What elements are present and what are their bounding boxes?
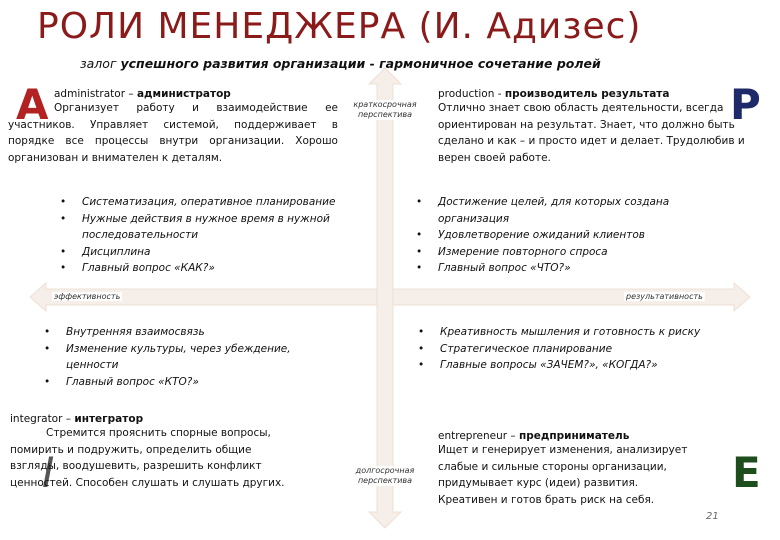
administrator-bullets xyxy=(54,194,372,277)
integrator-description xyxy=(10,425,340,491)
entrepreneur-description-line: Креативен и готов брать риск на себя. xyxy=(438,493,655,506)
integrator-term: integrator – xyxy=(10,413,72,425)
list-item: • Достижение целей, для которых создана организация xyxy=(410,194,720,227)
producer-block xyxy=(438,88,758,166)
list-item: • Креативность мышления и готовность к риску xyxy=(412,324,722,341)
list-item: • Удовлетворение ожиданий клиентов xyxy=(410,227,720,244)
subtitle-emphasis: успешного развития организации - гармоничное сочетание ролей xyxy=(120,56,601,71)
list-item: • Внутренняя взаимосвязь xyxy=(38,324,328,341)
letter-e: E xyxy=(732,448,761,497)
entrepreneur-description-line: слабые и сильные стороны организации, xyxy=(438,460,667,473)
producer-description: Отлично знает свою область деятельности, всегда ориентирован на результат. Знает, что должно быть сделано и как – и просто идет и делает. Трудолюбив и верен своей работе. xyxy=(438,102,745,164)
letter-a: A xyxy=(16,80,49,129)
axis-label-long-term-line2: перспектива xyxy=(357,476,413,485)
list-item: • Главный вопрос «КТО?» xyxy=(38,374,328,391)
list-item: • Систематизация, оперативное планирование xyxy=(54,194,372,211)
subtitle-prefix: залог xyxy=(80,56,117,71)
list-item: • Изменение культуры, через убеждение, ценности xyxy=(38,341,328,374)
producer-heading xyxy=(438,88,758,100)
administrator-block xyxy=(8,88,338,166)
letter-p: P xyxy=(730,80,761,129)
integrator-description-line: ценностей. Способен слушать и слушать других. xyxy=(10,476,285,489)
axis-label-short-term-line1: краткосрочная xyxy=(353,100,417,109)
list-item: • Нужные действия в нужное время в нужной последовательности xyxy=(54,211,372,244)
administrator-term: administrator – xyxy=(54,88,134,100)
axis-label-effectiveness: результативность xyxy=(626,292,703,301)
entrepreneur-term: entrepreneur – xyxy=(438,430,516,442)
integrator-description-line: помирить и подружить, определить общие xyxy=(10,443,252,456)
entrepreneur-bullets xyxy=(412,324,722,374)
producer-bullets xyxy=(410,194,720,277)
subtitle xyxy=(80,56,601,71)
producer-name: производитель результата xyxy=(504,88,670,100)
entrepreneur-description-line: Ищет и генерирует изменения, анализирует xyxy=(438,444,688,456)
page-number: 21 xyxy=(706,511,719,522)
entrepreneur-name: предприниматель xyxy=(519,430,630,442)
producer-term: production - xyxy=(438,88,502,100)
integrator-heading xyxy=(10,413,340,425)
integrator-description-line: взгляды, воодушевить, разрешить конфликт xyxy=(10,460,262,472)
list-item: • Главный вопрос «ЧТО?» xyxy=(410,260,720,277)
entrepreneur-heading xyxy=(438,430,738,442)
list-item: • Стратегическое планирование xyxy=(412,341,722,358)
entrepreneur-description-line: придумывает курс (идеи) развития. xyxy=(438,477,639,489)
letter-i: I xyxy=(42,448,55,497)
entrepreneur-block xyxy=(438,430,738,508)
list-item: • Измерение повторного спроса xyxy=(410,244,720,261)
integrator-description-line: Стремится прояснить спорные вопросы, xyxy=(46,427,271,439)
axis-label-efficiency: эффективность xyxy=(54,292,121,301)
list-item: • Дисциплина xyxy=(54,244,372,261)
administrator-description: Организует работу и взаимодействие ее участников. Управляет системой, поддерживает в порядке все процессы внутри организации. Хорошо организован и внимателен к деталям. xyxy=(8,102,338,164)
integrator-name: интегратор xyxy=(74,413,144,425)
list-item: • Главный вопрос «КАК?» xyxy=(54,260,372,277)
administrator-heading xyxy=(8,88,338,100)
entrepreneur-description xyxy=(438,442,738,508)
page-title: РОЛИ МЕНЕДЖЕРА (И. Адизес) xyxy=(37,6,642,47)
list-item: • Главные вопросы «ЗАЧЕМ?», «КОГДА?» xyxy=(412,357,722,374)
axis-label-short-term-line2: перспектива xyxy=(357,110,413,119)
axis-label-long-term-line1: долгосрочная xyxy=(355,466,415,475)
axis-label-short-term xyxy=(346,100,424,120)
administrator-name: администратор xyxy=(136,88,231,100)
integrator-bullets xyxy=(38,324,328,390)
integrator-block xyxy=(10,413,340,491)
axis-label-long-term xyxy=(346,466,424,486)
